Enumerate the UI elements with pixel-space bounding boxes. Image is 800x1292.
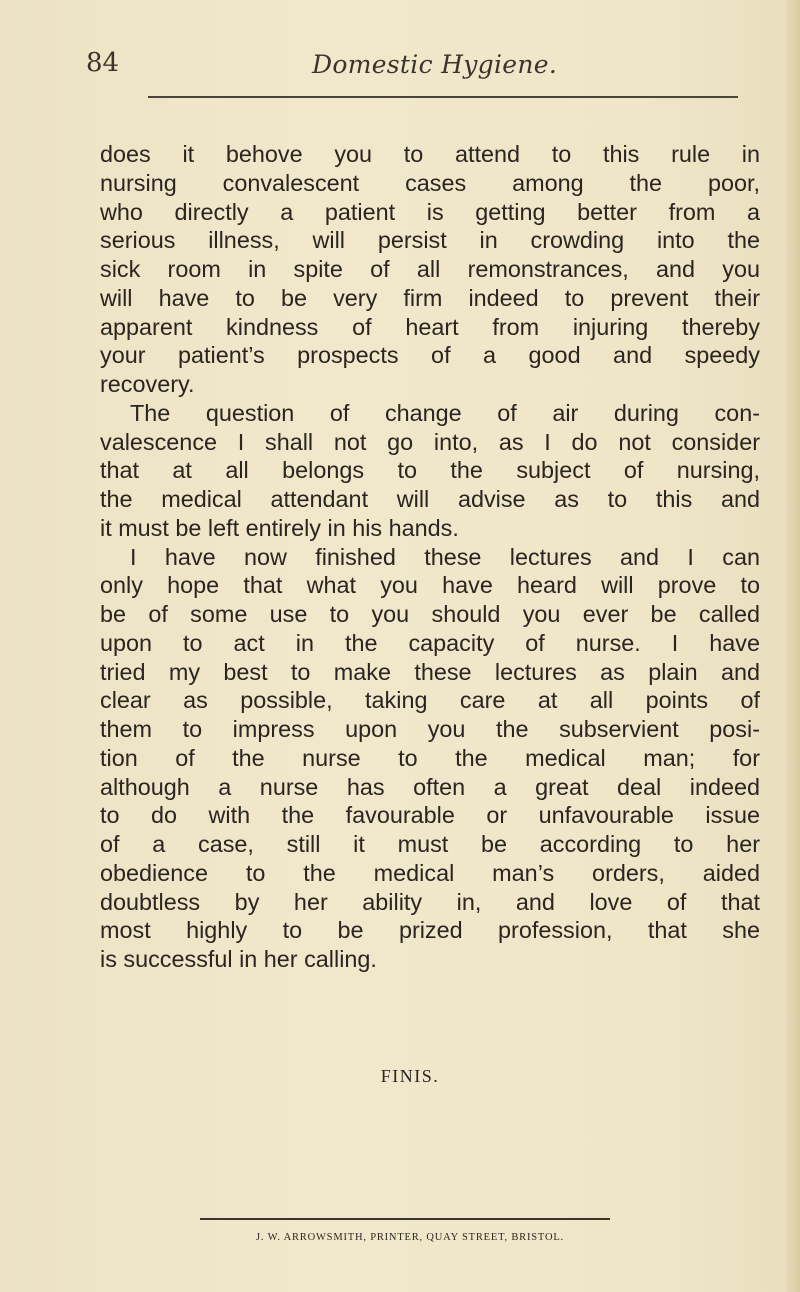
text-line: tion of the nurse to the medical man; for <box>100 744 760 771</box>
text-line: although a nurse has often a great deal indeed <box>100 773 760 800</box>
body-text <box>100 140 760 974</box>
text-line: most highly to be prized profession, that she <box>100 917 760 944</box>
text-line: your patient’s prospects of a good and speedy <box>100 342 760 369</box>
printer-imprint: J. W. ARROWSMITH, PRINTER, QUAY STREET, BRISTOL. <box>256 1232 564 1243</box>
text-line: them to impress upon you the subservient posi- <box>100 716 760 742</box>
text-line: will have to be very firm indeed to prevent their <box>100 284 760 311</box>
text-line: only hope that what you have heard will prove to <box>100 572 760 599</box>
text-line: is successful in her calling. <box>100 946 377 972</box>
text-line: who directly a patient is getting better from a <box>100 198 760 225</box>
text-line: valescence I shall not go into, as I do not consider <box>100 428 760 455</box>
paragraph-start-line: I have now finished these lectures and I can <box>130 543 760 570</box>
text-line: tried my best to make these lectures as plain and <box>100 658 760 685</box>
text-line: serious illness, will persist in crowding into the <box>100 227 760 254</box>
text-line: sick room in spite of all remonstrances, and you <box>100 256 760 282</box>
finis-heading: FINIS. <box>380 1066 440 1086</box>
text-line: that at all belongs to the subject of nursing, <box>100 457 760 484</box>
paragraph-start-line: The question of change of air during con- <box>130 399 760 426</box>
running-head-title: Domestic Hygiene. <box>312 50 558 79</box>
text-line: clear as possible, taking care at all points of <box>100 687 760 714</box>
text-line: to do with the favourable or unfavourable issue <box>100 802 760 829</box>
page-edge-shadow <box>786 0 800 1292</box>
page-number: 84 <box>86 48 120 78</box>
header-rule <box>148 96 738 98</box>
text-line: it must be left entirely in his hands. <box>100 514 459 541</box>
text-line: obedience to the medical man’s orders, aided <box>100 859 760 886</box>
text-line: upon to act in the capacity of nurse. I have <box>100 629 760 656</box>
text-line: of a case, still it must be according to her <box>100 831 760 857</box>
text-line: does it behove you to attend to this rule in <box>100 141 760 167</box>
text-line: nursing convalescent cases among the poor, <box>100 169 760 196</box>
imprint-rule <box>200 1218 610 1220</box>
text-line: be of some use to you should you ever be called <box>100 601 760 627</box>
text-line: the medical attendant will advise as to this and <box>100 486 760 512</box>
text-line: recovery. <box>100 371 195 397</box>
page-header <box>86 48 736 88</box>
text-line: apparent kindness of heart from injuring thereby <box>100 313 760 340</box>
text-line: doubtless by her ability in, and love of that <box>100 888 760 915</box>
